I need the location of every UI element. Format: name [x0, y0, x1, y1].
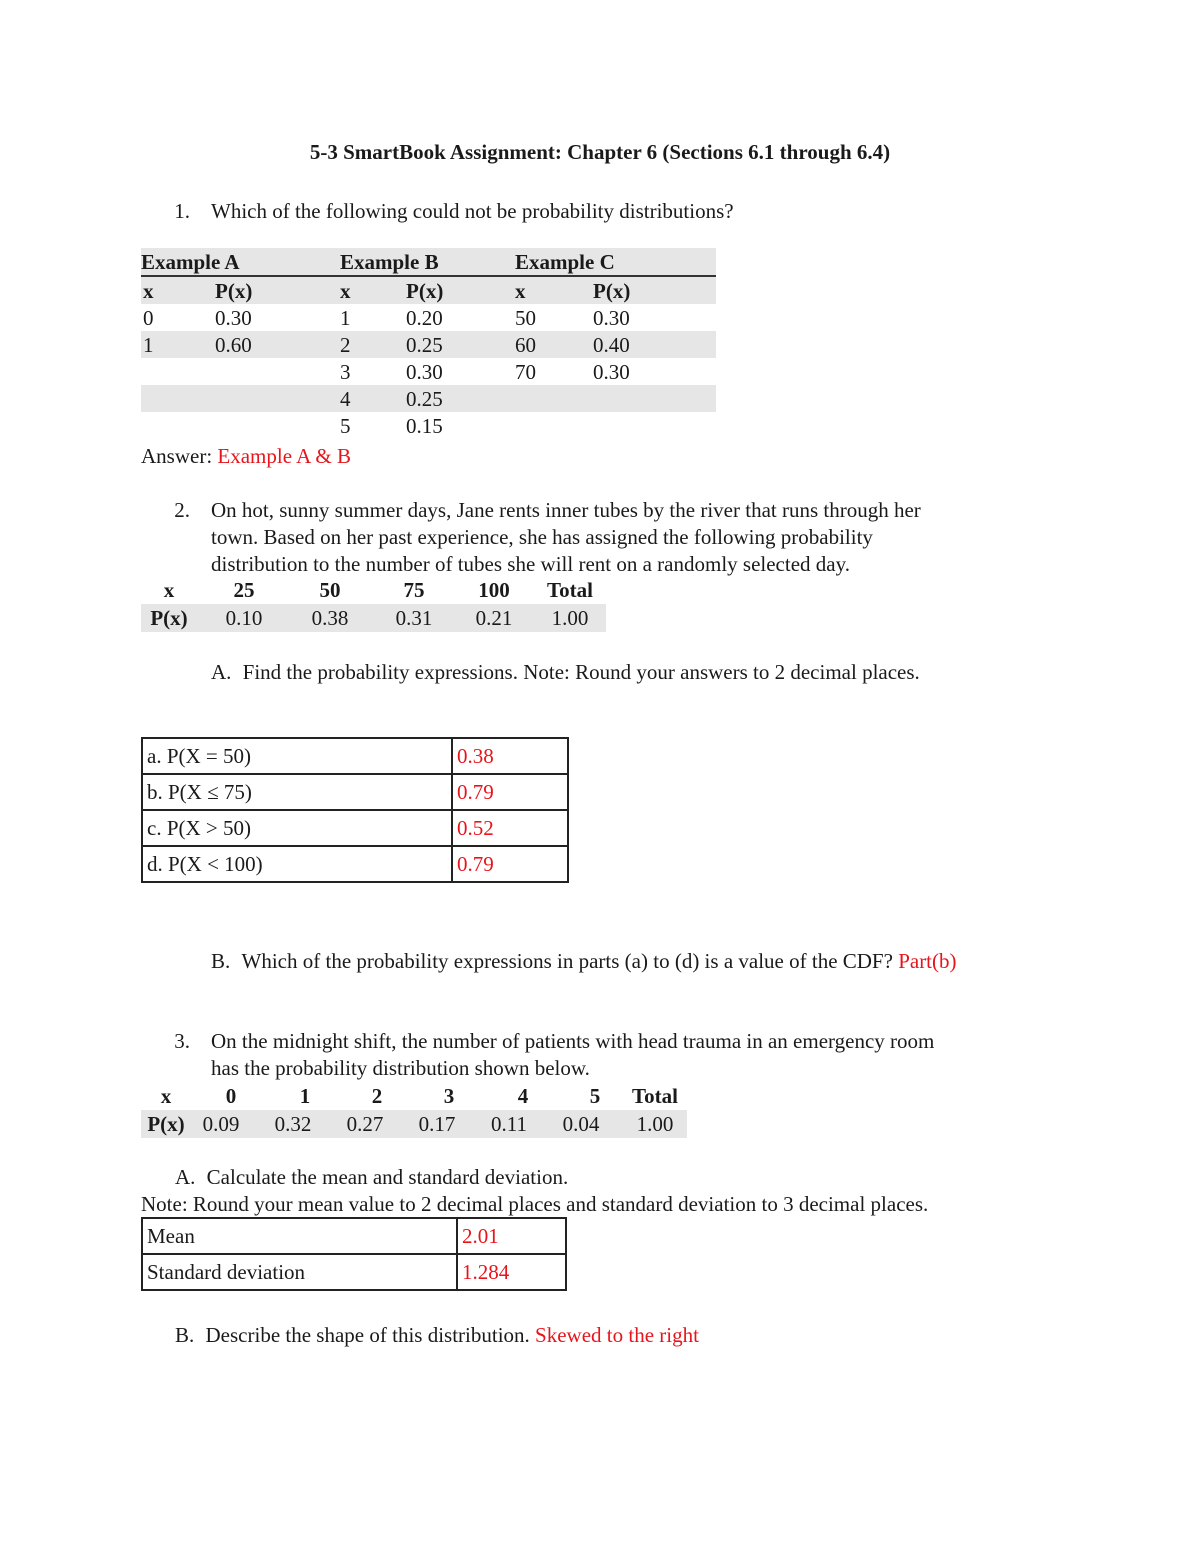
- col-x-b: x: [340, 279, 351, 303]
- cell: 2: [340, 333, 351, 357]
- value-cell: 0.52: [452, 810, 568, 846]
- cell: 60: [515, 333, 536, 357]
- cell: 4: [517, 1084, 529, 1108]
- table-row: [142, 846, 568, 882]
- question-number: 1.: [174, 199, 190, 223]
- cell: 0.27: [346, 1112, 384, 1136]
- cell: 70: [515, 360, 536, 384]
- cell: 75: [403, 578, 425, 602]
- cell: Total: [547, 578, 593, 602]
- col-x-a: x: [143, 279, 154, 303]
- cell: 0.15: [406, 414, 443, 438]
- answer-value: Example A & B: [217, 444, 351, 468]
- cell: 0.25: [406, 387, 443, 411]
- dist-header-row: [141, 576, 606, 604]
- table-row: [142, 1218, 566, 1254]
- cell: 0.30: [406, 360, 443, 384]
- example-a-header: Example A: [141, 250, 240, 274]
- cell: 5: [589, 1084, 601, 1108]
- part-answer: Skewed to the right: [535, 1323, 699, 1347]
- example-b-header: Example B: [340, 250, 439, 274]
- cell: 0.09: [202, 1112, 240, 1136]
- question-number: 2.: [174, 498, 190, 522]
- cell: 1: [340, 306, 351, 330]
- cell: 0.20: [406, 306, 443, 330]
- question-text: [211, 497, 921, 578]
- expressions-table: [141, 737, 569, 883]
- value-cell: 0.79: [452, 846, 568, 882]
- cell: 50: [319, 578, 341, 602]
- part-text: Calculate the mean and standard deviation.: [206, 1165, 569, 1189]
- stat-value-cell: 1.284: [457, 1254, 566, 1290]
- expression-cell: c. P(X > 50): [142, 810, 452, 846]
- cell: 3: [340, 360, 351, 384]
- cell: 1.00: [551, 606, 589, 630]
- question-number: 3.: [174, 1029, 190, 1053]
- question-line: town. Based on her past experience, she has assigned the following probability: [211, 525, 873, 549]
- examples-table: [141, 248, 716, 439]
- table-row: [141, 304, 716, 331]
- cell: P(x): [150, 606, 188, 630]
- stat-label-cell: Mean: [142, 1218, 457, 1254]
- col-p-c: P(x): [593, 279, 631, 303]
- cell: 0.30: [593, 360, 630, 384]
- question-line: distribution to the number of tubes she will rent on a randomly selected day.: [211, 552, 850, 576]
- table-row: [141, 385, 716, 412]
- value-cell: 0.38: [452, 738, 568, 774]
- cell: 0.60: [215, 333, 252, 357]
- expression-cell: a. P(X = 50): [142, 738, 452, 774]
- cell: 0.11: [491, 1112, 527, 1136]
- question-line: On hot, sunny summer days, Jane rents inner tubes by the river that runs through her: [211, 498, 921, 522]
- stat-value-cell: 2.01: [457, 1218, 566, 1254]
- cell: 0.10: [225, 606, 263, 630]
- cell: 0.21: [475, 606, 513, 630]
- part-label: A.: [211, 660, 232, 684]
- q3-note: Note: Round your mean value to 2 decimal places and standard deviation to 3 decimal places.: [141, 1192, 929, 1216]
- question-text: [211, 1028, 934, 1082]
- example-c-header: Example C: [515, 250, 615, 274]
- q3-part-b: [175, 1322, 699, 1349]
- col-x-c: x: [515, 279, 526, 303]
- cell: 0.30: [215, 306, 252, 330]
- cell: Total: [632, 1084, 678, 1108]
- cell: 2: [371, 1084, 383, 1108]
- expression-cell: b. P(X ≤ 75): [142, 774, 452, 810]
- dist-values-row: [141, 1110, 687, 1138]
- col-p-b: P(x): [406, 279, 444, 303]
- question-line: On the midnight shift, the number of patients with head trauma in an emergency room: [211, 1029, 935, 1053]
- cell: 1.00: [636, 1112, 674, 1136]
- q2-distribution-table: [141, 576, 606, 632]
- col-p-a: P(x): [215, 279, 253, 303]
- dist-header-row: [141, 1082, 687, 1110]
- part-label: A.: [175, 1165, 196, 1189]
- cell: 0.30: [593, 306, 630, 330]
- q2-part-a: [211, 659, 920, 686]
- cell: x: [163, 578, 175, 602]
- cell: P(x): [147, 1112, 185, 1136]
- part-text: Find the probability expressions. Note: Round your answers to 2 decimal places.: [242, 660, 920, 684]
- cell: 4: [340, 387, 351, 411]
- q1-answer: [141, 443, 351, 470]
- cell: 5: [340, 414, 351, 438]
- examples-header-row: [141, 248, 716, 277]
- table-row: [141, 331, 716, 358]
- answer-label: Answer:: [141, 444, 213, 468]
- cell: 0.25: [406, 333, 443, 357]
- cell: 0.38: [311, 606, 349, 630]
- table-row: [141, 358, 716, 385]
- part-text: Which of the probability expressions in parts (a) to (d) is a value of the CDF?: [241, 949, 893, 973]
- cell: 3: [443, 1084, 455, 1108]
- cell: x: [160, 1084, 172, 1108]
- q3-distribution-table: [141, 1082, 687, 1138]
- cell: 0.40: [593, 333, 630, 357]
- cell: 1: [143, 333, 154, 357]
- part-label: B.: [175, 1323, 195, 1347]
- question-text: Which of the following could not be probability distributions?: [211, 199, 734, 223]
- table-row: [142, 738, 568, 774]
- cell: 0: [143, 306, 154, 330]
- cell: 0.31: [395, 606, 433, 630]
- table-row: [142, 1254, 566, 1290]
- value-cell: 0.79: [452, 774, 568, 810]
- page-title: 5-3 SmartBook Assignment: Chapter 6 (Sections 6.1 through 6.4): [309, 140, 891, 164]
- cell: 0: [225, 1084, 237, 1108]
- q2-part-b: [211, 948, 957, 975]
- column-header-row: [141, 277, 716, 304]
- cell: 0.17: [418, 1112, 456, 1136]
- dist-values-row: [141, 604, 606, 632]
- part-label: B.: [211, 949, 231, 973]
- table-row: [141, 412, 716, 439]
- cell: 50: [515, 306, 536, 330]
- part-text: Describe the shape of this distribution.: [205, 1323, 530, 1347]
- cell: 0.32: [274, 1112, 312, 1136]
- cell: 0.04: [562, 1112, 600, 1136]
- cell: 1: [299, 1084, 311, 1108]
- cell: 100: [478, 578, 510, 602]
- q3-part-a: [175, 1164, 568, 1191]
- table-row: [142, 774, 568, 810]
- expression-cell: d. P(X < 100): [142, 846, 452, 882]
- stats-table: [141, 1217, 567, 1291]
- stat-label-cell: Standard deviation: [142, 1254, 457, 1290]
- question-line: has the probability distribution shown below.: [211, 1056, 590, 1080]
- table-row: [142, 810, 568, 846]
- part-answer: Part(b): [898, 949, 957, 973]
- cell: 25: [233, 578, 255, 602]
